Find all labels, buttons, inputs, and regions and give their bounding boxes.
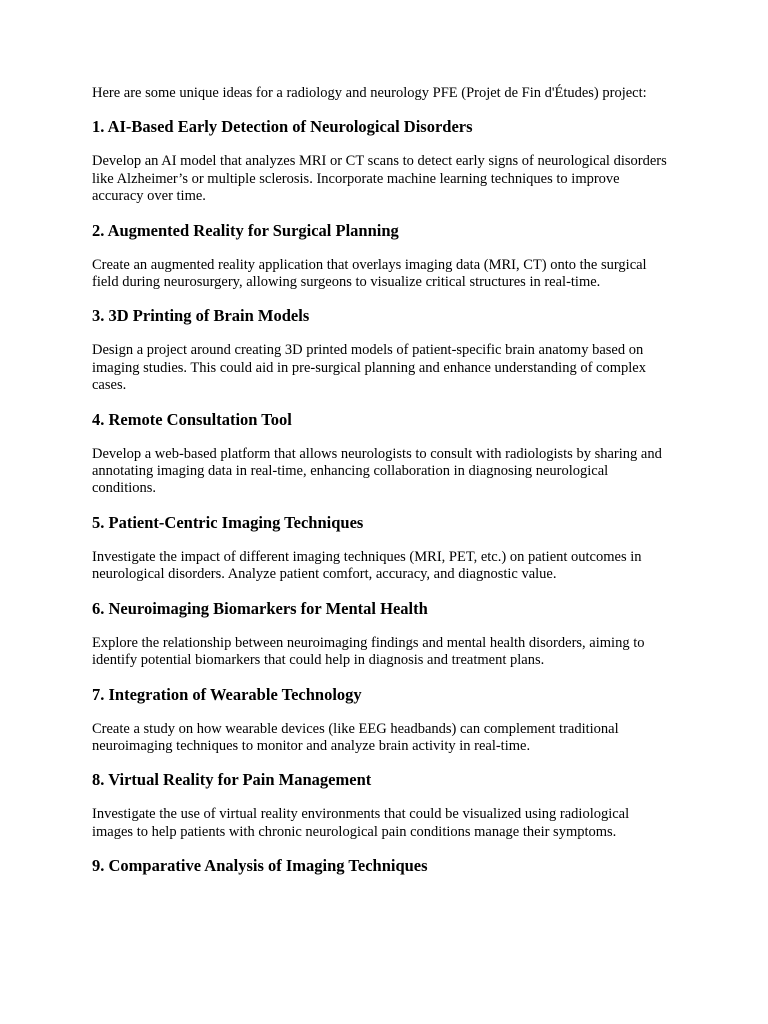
idea-heading — [92, 685, 672, 705]
idea-section — [92, 685, 672, 756]
idea-heading — [92, 856, 672, 876]
idea-heading — [92, 221, 672, 241]
idea-body: Investigate the use of virtual reality environments that could be visualized using radiological images to help patients with chronic neurological pain conditions manage their symptoms. — [92, 806, 630, 840]
idea-body: Develop an AI model that analyzes MRI or CT scans to detect early signs of neurological disorders like Alzheimer’s or multiple sclerosis. Incorporate machine learning techniques to improve accuracy over time. — [92, 153, 667, 205]
idea-number: 8. — [92, 770, 105, 790]
idea-section — [92, 117, 672, 205]
idea-number: 4. — [92, 409, 105, 429]
idea-heading — [92, 410, 672, 430]
idea-body: Design a project around creating 3D printed models of patient-specific brain anatomy based on imaging studies. This could aid in pre-surgical planning and enhance understanding of complex cases. — [92, 342, 646, 394]
idea-section — [92, 221, 672, 292]
idea-body: Explore the relationship between neuroimaging findings and mental health disorders, aiming to identify potential biomarkers that could help in diagnosis and treatment plans. — [92, 634, 645, 669]
idea-title: 3D Printing of Brain Models — [108, 306, 310, 326]
idea-heading — [92, 599, 672, 619]
idea-title: Augmented Reality for Surgical Planning — [107, 220, 399, 240]
idea-heading — [92, 117, 672, 137]
idea-number: 9. — [92, 856, 105, 876]
idea-body: Create an augmented reality application that overlays imaging data (MRI, CT) onto the surgical field during neurosurgery, allowing surgeons to visualize critical structures in real-time. — [92, 256, 647, 291]
idea-title: Integration of Wearable Technology — [108, 684, 362, 704]
idea-title: Patient-Centric Imaging Techniques — [108, 512, 364, 532]
idea-section — [92, 513, 672, 584]
idea-body: Create a study on how wearable devices (like EEG headbands) can complement traditional neuroimaging techniques to monitor and analyze brain activity in real-time. — [92, 720, 619, 754]
idea-body: Investigate the impact of different imaging techniques (MRI, PET, etc.) on patient outcomes in neurological disorders. Analyze patient comfort, accuracy, and diagnostic value. — [92, 548, 642, 583]
idea-section — [92, 410, 672, 498]
idea-section — [92, 306, 672, 394]
idea-title: Remote Consultation Tool — [108, 409, 292, 429]
idea-section — [92, 599, 672, 670]
idea-title: Comparative Analysis of Imaging Techniques — [108, 856, 428, 876]
idea-number: 7. — [92, 684, 105, 704]
idea-section — [92, 856, 672, 876]
idea-number: 6. — [92, 598, 105, 618]
intro-paragraph: Here are some unique ideas for a radiology and neurology PFE (Projet de Fin d'Études) project: — [92, 85, 647, 101]
idea-title: Virtual Reality for Pain Management — [108, 770, 372, 790]
idea-number: 3. — [92, 306, 105, 326]
idea-heading — [92, 513, 672, 533]
idea-body: Develop a web-based platform that allows neurologists to consult with radiologists by sharing and annotating imaging data in real-time, enhancing collaboration in diagnosing neurological conditions. — [92, 445, 662, 497]
idea-number: 2. — [92, 220, 105, 240]
idea-number: 5. — [92, 512, 105, 532]
idea-number: 1. — [92, 117, 105, 137]
idea-title: Neuroimaging Biomarkers for Mental Health — [108, 598, 428, 618]
idea-heading — [92, 306, 672, 326]
idea-section — [92, 770, 672, 841]
idea-heading — [92, 770, 672, 790]
idea-title: AI-Based Early Detection of Neurological Disorders — [107, 117, 473, 137]
